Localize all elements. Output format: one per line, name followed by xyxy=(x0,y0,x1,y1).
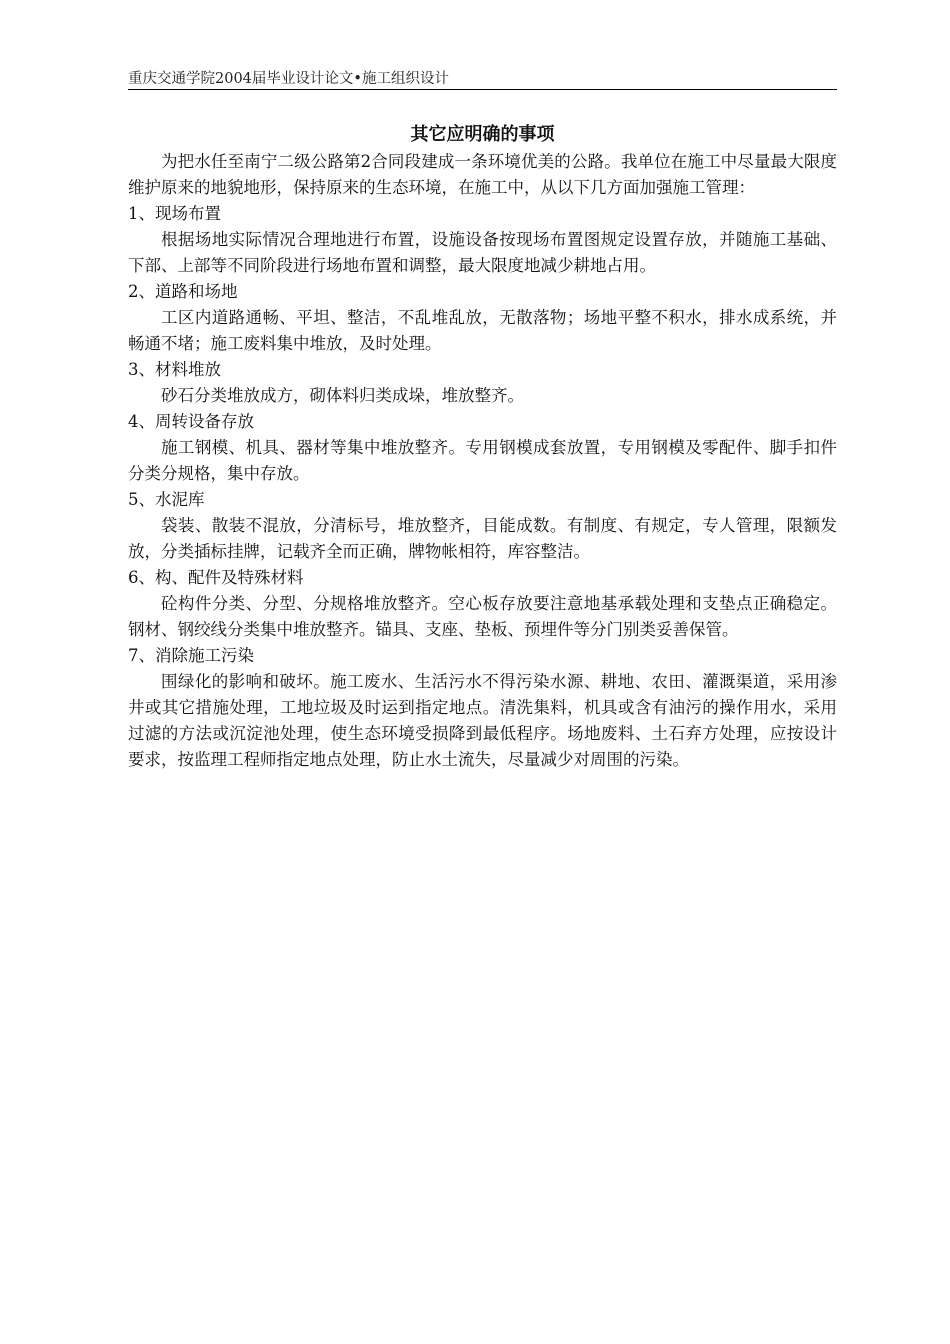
subsection-heading: 6、构、配件及特殊材料 xyxy=(128,568,304,587)
subsection xyxy=(128,487,837,565)
subsection xyxy=(128,565,837,643)
subsection-heading: 4、周转设备存放 xyxy=(128,412,254,431)
intro-paragraph: 为把水任至南宁二级公路第2合同段建成一条环境优美的公路。我单位在施工中尽量最大限度维护原来的地貌地形，保持原来的生态环境，在施工中，从以下几方面加强施工管理： xyxy=(128,152,837,197)
subsection xyxy=(128,279,837,357)
subsection-body: 围绿化的影响和破坏。施工废水、生活污水不得污染水源、耕地、农田、灌溉渠道，采用渗井或其它措施处理，工地垃圾及时运到指定地点。清洗集料，机具或含有油污的操作用水，采用过滤的方法或沉淀池处理，使生态环境受损降到最低程序。场地废料、土石弃方处理，应按设计要求，按监理工程师指定地点处理，防止水土流失，尽量减少对周围的污染。 xyxy=(128,672,837,769)
document-body xyxy=(128,121,837,773)
subsection-body: 工区内道路通畅、平坦、整洁，不乱堆乱放，无散落物；场地平整不积水，排水成系统，并畅通不堵；施工废料集中堆放，及时处理。 xyxy=(128,308,837,353)
page-header: 重庆交通学院2004届毕业设计论文•施工组织设计 xyxy=(128,70,837,90)
subsection xyxy=(128,409,837,487)
subsection-heading: 7、消除施工污染 xyxy=(128,646,254,665)
subsection-heading: 3、材料堆放 xyxy=(128,360,221,379)
subsection-body: 施工钢模、机具、器材等集中堆放整齐。专用钢模成套放置，专用钢模及零配件、脚手扣件分类分规格，集中存放。 xyxy=(128,438,837,483)
subsection-heading: 1、现场布置 xyxy=(128,204,221,223)
subsection xyxy=(128,357,837,409)
subsection xyxy=(128,643,837,773)
subsection-body: 袋装、散装不混放，分清标号，堆放整齐，目能成数。有制度、有规定，专人管理，限额发放，分类插标挂牌，记载齐全而正确，牌物帐相符，库容整洁。 xyxy=(128,516,837,561)
subsection-body: 砂石分类堆放成方，砌体料归类成垛，堆放整齐。 xyxy=(161,386,524,405)
subsection-body: 砼构件分类、分型、分规格堆放整齐。空心板存放要注意地基承载处理和支垫点正确稳定。钢材、钢绞线分类集中堆放整齐。锚具、支座、垫板、预埋件等分门别类妥善保管。 xyxy=(128,594,837,639)
subsection-heading: 2、道路和场地 xyxy=(128,282,238,301)
subsection-body: 根据场地实际情况合理地进行布置，设施设备按现场布置图规定设置存放，并随施工基础、下部、上部等不同阶段进行场地布置和调整，最大限度地减少耕地占用。 xyxy=(128,230,837,275)
subsection-heading: 5、水泥库 xyxy=(128,490,205,509)
subsection xyxy=(128,201,837,279)
section-title: 其它应明确的事项 xyxy=(410,124,555,145)
